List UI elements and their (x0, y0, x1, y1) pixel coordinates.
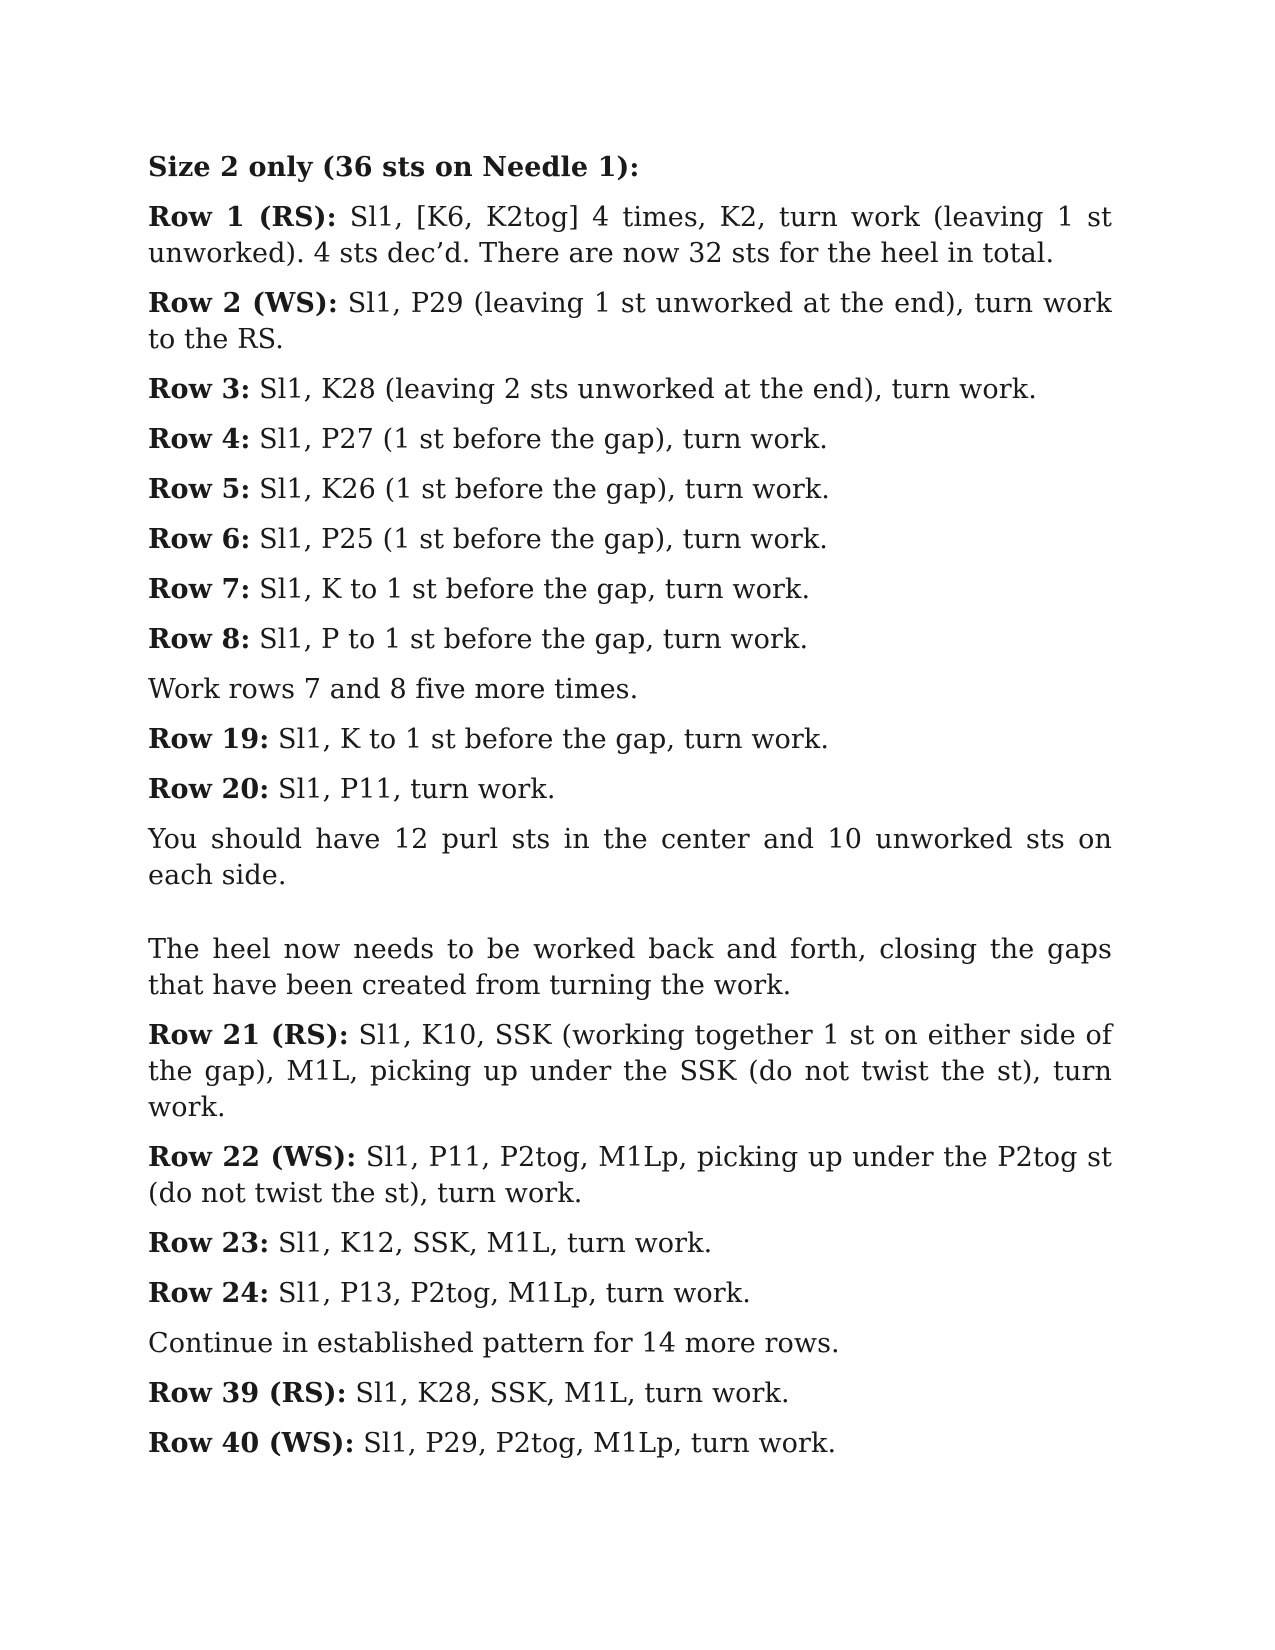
heel-intro-note (148, 932, 1112, 1004)
stitch-count-note (148, 822, 1112, 894)
row-label: Row 6: (148, 524, 251, 555)
instruction-row-3 (148, 372, 1112, 408)
row-text: Sl1, P13, P2tog, M1Lp, turn work. (269, 1278, 751, 1309)
instruction-row-4 (148, 422, 1112, 458)
instruction-row-22 (148, 1140, 1112, 1212)
instruction-row-20 (148, 772, 1112, 808)
section-heading: Size 2 only (36 sts on Needle 1): (148, 152, 640, 183)
instruction-row-39 (148, 1376, 1112, 1412)
instruction-row-2 (148, 286, 1112, 358)
row-label: Row 8: (148, 624, 251, 655)
instruction-row-24 (148, 1276, 1112, 1312)
row-text: Sl1, K28 (leaving 2 sts unworked at the end), turn work. (250, 374, 1037, 405)
note-text: The heel now needs to be worked back and forth, closing the gaps that have been created from turning the work. (148, 934, 1112, 1001)
row-label: Row 23: (148, 1228, 270, 1259)
row-label: Row 39 (RS): (148, 1378, 347, 1409)
row-text: Sl1, P to 1 st before the gap, turn work. (250, 624, 809, 655)
row-label: Row 22 (WS): (148, 1142, 357, 1173)
document-page (148, 150, 1112, 1476)
row-text: Sl1, P29, P2tog, M1Lp, turn work. (354, 1428, 837, 1459)
row-label: Row 3: (148, 374, 251, 405)
row-text: Sl1, K to 1 st before the gap, turn work. (269, 724, 830, 755)
instruction-row-5 (148, 472, 1112, 508)
row-text: Sl1, K12, SSK, M1L, turn work. (269, 1228, 713, 1259)
row-text: Sl1, P29 (leaving 1 st unworked at the end), turn work to the RS. (148, 288, 1112, 355)
row-label: Row 4: (148, 424, 251, 455)
row-text: Sl1, K28, SSK, M1L, turn work. (346, 1378, 790, 1409)
row-text: Sl1, [K6, K2tog] 4 times, K2, turn work (leaving 1 st unworked). 4 sts dec’d. There are now 32 sts for the heel in total. (148, 202, 1112, 269)
row-text: Sl1, P27 (1 st before the gap), turn work. (250, 424, 828, 455)
row-label: Row 1 (RS): (148, 202, 337, 233)
row-text: Sl1, P11, P2tog, M1Lp, picking up under the P2tog st (do not twist the st), turn work. (148, 1142, 1112, 1209)
row-text: Sl1, K10, SSK (working together 1 st on either side of the gap), M1L, picking up under the SSK (do not twist the st), turn work. (148, 1020, 1113, 1123)
row-text: Sl1, P11, turn work. (269, 774, 556, 805)
row-label: Row 40 (WS): (148, 1428, 355, 1459)
row-label: Row 7: (148, 574, 251, 605)
row-text: Sl1, K26 (1 st before the gap), turn work. (250, 474, 830, 505)
note-text: You should have 12 purl sts in the center and 10 unworked sts on each side. (148, 824, 1112, 891)
repeat-note (148, 672, 1112, 708)
note-text: Continue in established pattern for 14 more rows. (148, 1328, 840, 1359)
row-label: Row 2 (WS): (148, 288, 338, 319)
instruction-row-1 (148, 200, 1112, 272)
row-label: Row 5: (148, 474, 251, 505)
instruction-row-7 (148, 572, 1112, 608)
row-text: Sl1, P25 (1 st before the gap), turn work. (250, 524, 828, 555)
instruction-row-23 (148, 1226, 1112, 1262)
note-text: Work rows 7 and 8 five more times. (148, 674, 639, 705)
row-text: Sl1, K to 1 st before the gap, turn work. (250, 574, 811, 605)
instruction-row-19 (148, 722, 1112, 758)
instruction-row-6 (148, 522, 1112, 558)
row-label: Row 19: (148, 724, 270, 755)
row-label: Row 20: (148, 774, 270, 805)
row-label: Row 21 (RS): (148, 1020, 349, 1051)
row-label: Row 24: (148, 1278, 270, 1309)
instruction-row-40 (148, 1426, 1112, 1462)
instruction-row-8 (148, 622, 1112, 658)
instruction-row-21 (148, 1018, 1112, 1126)
continue-note (148, 1326, 1112, 1362)
